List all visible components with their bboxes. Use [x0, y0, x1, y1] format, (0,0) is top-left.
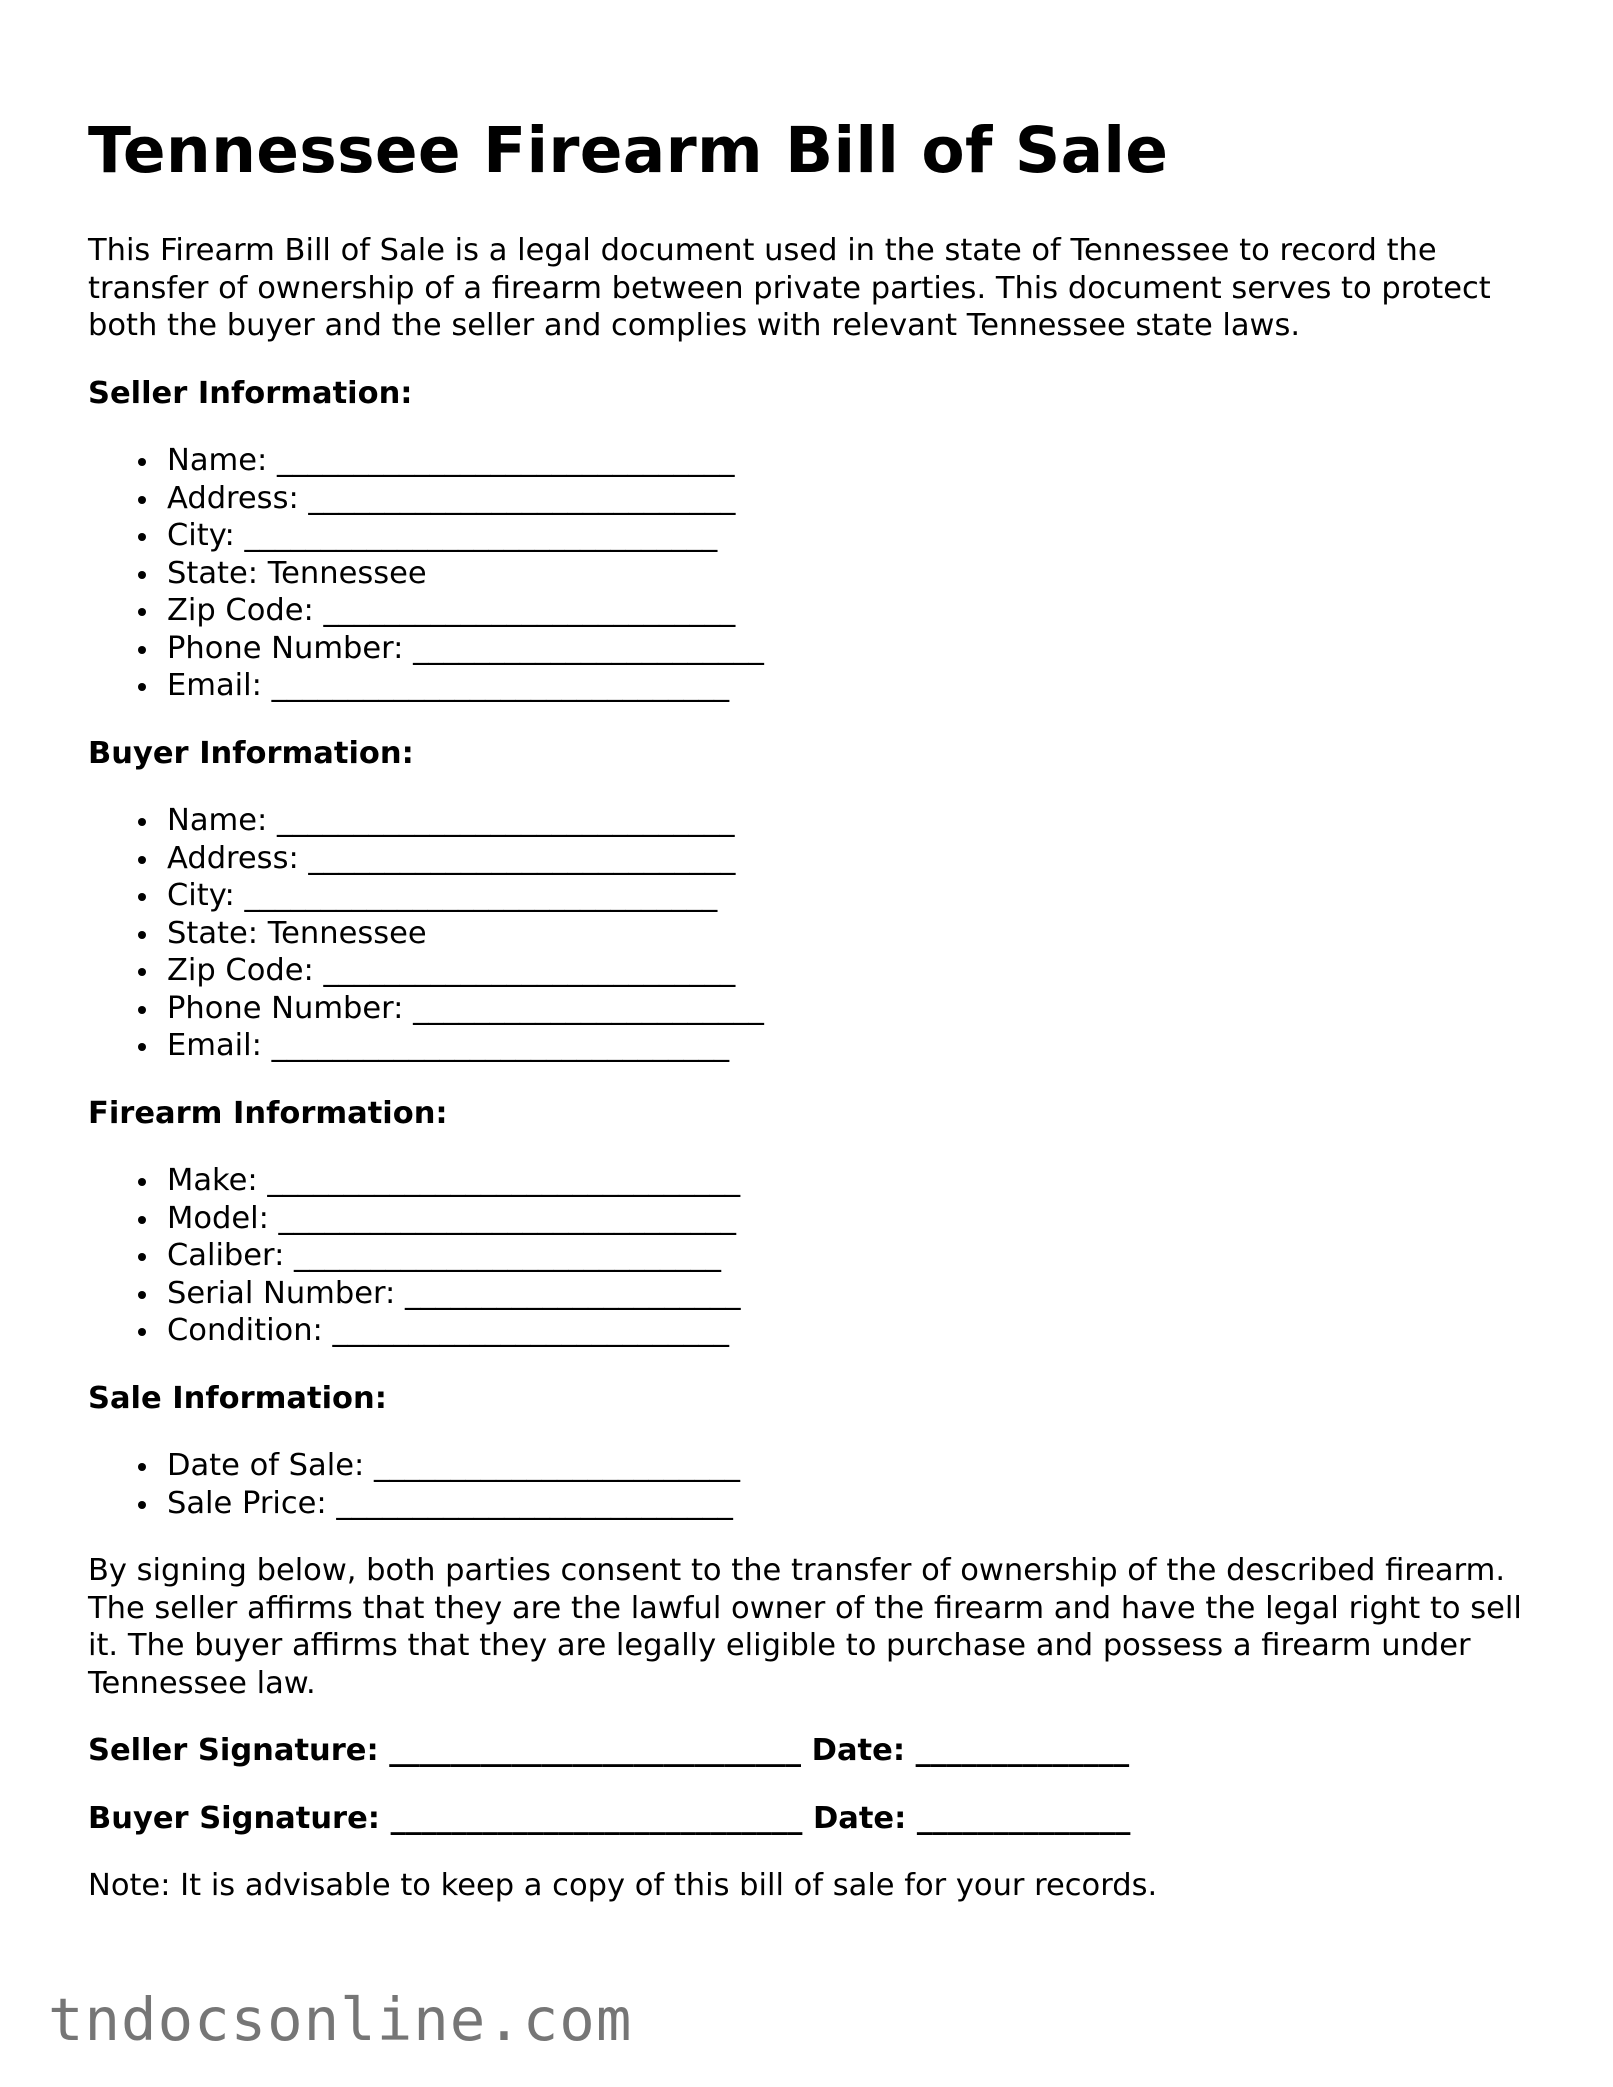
site-watermark: tndocsonline.com [48, 1985, 633, 2054]
records-note: Note: It is advisable to keep a copy of this bill of sale for your records. [88, 1868, 1158, 1903]
consent-paragraph: By signing below, both parties consent to the transfer of ownership of the described firearm. The seller affirms that they are the lawful owner of the firearm and have the legal right to sell it. The buyer affirms that they are legally eligible to purchase and possess a firearm under Tennessee law. [88, 1553, 1522, 1701]
buyer-info-list [88, 802, 1538, 1065]
firearm-model-field[interactable]: Model: ______________________________ [167, 1200, 1538, 1238]
sale-section-heading: Sale Information: [88, 1380, 387, 1416]
seller-section-heading: Seller Information: [88, 375, 413, 411]
buyer-city-field[interactable]: City: _______________________________ [167, 877, 1538, 915]
sale-price-field[interactable]: Sale Price: __________________________ [167, 1485, 1538, 1523]
sale-info-list [88, 1447, 1538, 1522]
firearm-condition-field[interactable]: Condition: __________________________ [167, 1312, 1538, 1350]
buyer-signature-line[interactable]: Buyer Signature: ___________________________ Date: ______________ [88, 1800, 1131, 1836]
buyer-email-field[interactable]: Email: ______________________________ [167, 1027, 1538, 1065]
buyer-name-field[interactable]: Name: ______________________________ [167, 802, 1538, 840]
buyer-zip-field[interactable]: Zip Code: ___________________________ [167, 952, 1538, 990]
document-title: Tennessee Firearm Bill of Sale [88, 114, 1169, 187]
firearm-serial-field[interactable]: Serial Number: ______________________ [167, 1275, 1538, 1313]
buyer-state-value: State: Tennessee [167, 915, 1538, 953]
seller-info-list [88, 442, 1538, 705]
seller-address-field[interactable]: Address: ____________________________ [167, 480, 1538, 518]
seller-zip-field[interactable]: Zip Code: ___________________________ [167, 592, 1538, 630]
intro-paragraph: This Firearm Bill of Sale is a legal document used in the state of Tennessee to record the transfer of ownership of a firearm between private parties. This document serves to protect both the buyer and the seller and complies with relevant Tennessee state laws. [88, 233, 1491, 343]
sale-date-field[interactable]: Date of Sale: ________________________ [167, 1447, 1538, 1485]
buyer-phone-field[interactable]: Phone Number: _______________________ [167, 990, 1538, 1028]
buyer-section-heading: Buyer Information: [88, 735, 414, 771]
seller-name-field[interactable]: Name: ______________________________ [167, 442, 1538, 480]
firearm-caliber-field[interactable]: Caliber: ____________________________ [167, 1237, 1538, 1275]
seller-signature-line[interactable]: Seller Signature: ___________________________ Date: ______________ [88, 1733, 1130, 1768]
seller-phone-field[interactable]: Phone Number: _______________________ [167, 630, 1538, 668]
seller-state-value: State: Tennessee [167, 555, 1538, 593]
buyer-address-field[interactable]: Address: ____________________________ [167, 840, 1538, 878]
firearm-make-field[interactable]: Make: _______________________________ [167, 1162, 1538, 1200]
seller-city-field[interactable]: City: _______________________________ [167, 517, 1538, 555]
document-page [88, 110, 1538, 1905]
firearm-info-list [88, 1162, 1538, 1350]
seller-email-field[interactable]: Email: ______________________________ [167, 667, 1538, 705]
firearm-section-heading: Firearm Information: [88, 1095, 448, 1131]
